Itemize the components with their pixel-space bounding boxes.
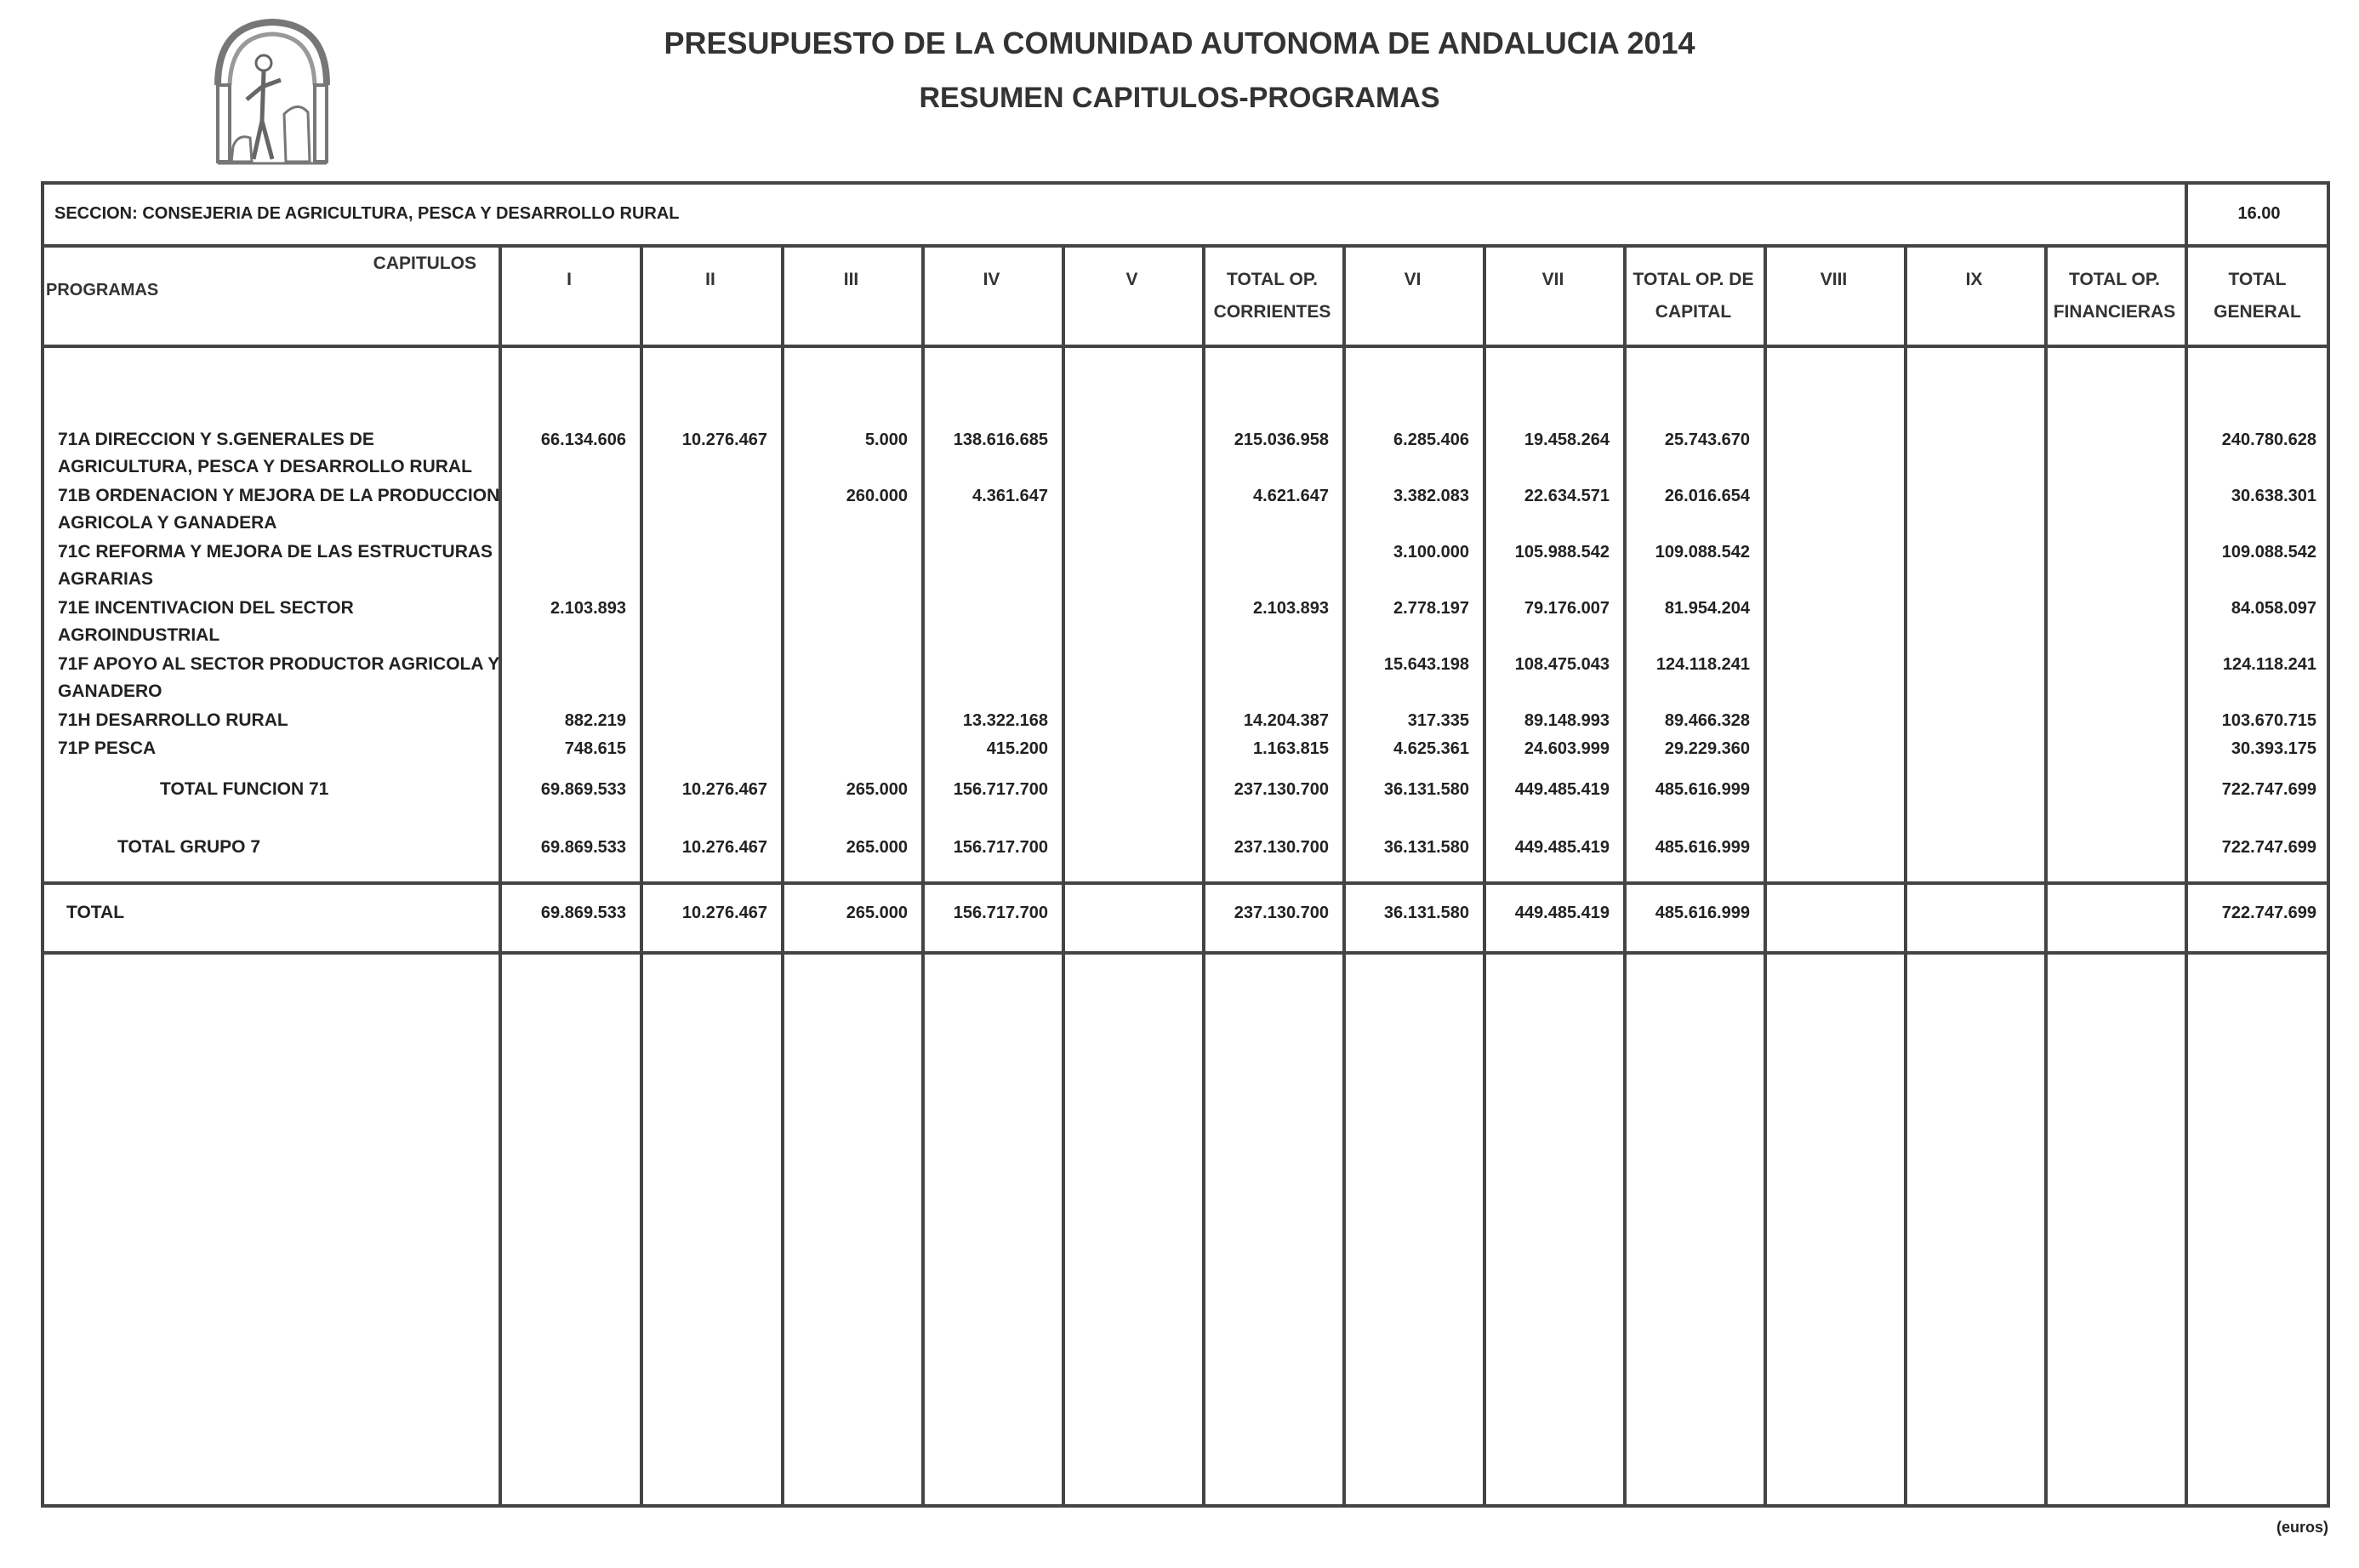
program-label: 71E INCENTIVACION DEL SECTOR: [58, 598, 354, 618]
program-value: 317.335: [1407, 711, 1469, 730]
total-funcion-value: 156.717.700: [953, 780, 1048, 799]
column-header-line: TOTAL OP. DE: [1632, 270, 1754, 289]
program-value: 138.616.685: [953, 430, 1048, 449]
column-header: [1342, 264, 1483, 296]
column-header-line: TOTAL OP.: [1227, 270, 1318, 289]
column-header: [2044, 264, 2185, 328]
total-funcion-value: 10.276.467: [681, 780, 767, 799]
budget-table-frame: [41, 181, 2330, 1508]
program-value: 124.118.241: [1655, 655, 1750, 674]
program-value: 15.643.198: [1383, 655, 1469, 674]
program-value: 19.458.264: [1524, 430, 1610, 449]
column-divider: [1904, 244, 1907, 1508]
header-programas: PROGRAMAS: [46, 281, 159, 299]
total-funcion-value: 36.131.580: [1383, 780, 1469, 799]
column-header: [1623, 264, 1764, 328]
column-header-line: IX: [1965, 270, 1983, 289]
total-value: 10.276.467: [681, 904, 767, 922]
program-value: 4.361.647: [972, 487, 1048, 505]
program-label: 71P PESCA: [58, 738, 157, 758]
program-value: 3.100.000: [1393, 543, 1469, 562]
document-title: PRESUPUESTO DE LA COMUNIDAD AUTONOMA DE ANDALUCIA 2014: [664, 26, 1695, 60]
table-divider: [44, 244, 2327, 248]
table-divider: [44, 345, 2327, 348]
program-value: 79.176.007: [1524, 599, 1610, 618]
program-value: 5.000: [864, 430, 908, 449]
column-divider: [1062, 244, 1065, 1508]
total-funcion-value: 69.869.533: [540, 780, 626, 799]
total-grupo-value: 69.869.533: [540, 838, 626, 857]
total-grupo-label: TOTAL GRUPO 7: [117, 837, 261, 857]
total-value: 69.869.533: [540, 904, 626, 922]
table-divider: [44, 881, 2327, 885]
program-value: 415.200: [986, 739, 1048, 758]
program-label: AGRICULTURA, PESCA Y DESARROLLO RURAL: [58, 457, 472, 476]
program-value: 105.988.542: [1514, 543, 1610, 562]
column-header-line: VIII: [1820, 270, 1848, 289]
column-header-line: GENERAL: [2214, 302, 2301, 322]
program-value: 66.134.606: [540, 430, 626, 449]
program-value: 103.670.715: [2221, 711, 2316, 730]
column-header: [1483, 264, 1623, 296]
program-value: 2.778.197: [1393, 599, 1469, 618]
program-value: 215.036.958: [1234, 430, 1329, 449]
program-value: 89.466.328: [1664, 711, 1750, 730]
total-funcion-label: TOTAL FUNCION 71: [160, 779, 329, 799]
column-header-line: TOTAL OP.: [2069, 270, 2160, 289]
column-header: [2185, 264, 2330, 328]
total-funcion-value: 237.130.700: [1234, 780, 1329, 799]
program-label: AGROINDUSTRIAL: [58, 625, 220, 645]
program-value: 29.229.360: [1664, 739, 1750, 758]
column-divider: [1764, 244, 1767, 1508]
column-header-line: VI: [1404, 270, 1422, 289]
section-label: SECCION: CONSEJERIA DE AGRICULTURA, PESCA Y DESARROLLO RURAL: [54, 204, 680, 223]
total-funcion-value: 722.747.699: [2221, 780, 2316, 799]
program-label: 71H DESARROLLO RURAL: [58, 710, 288, 730]
column-header: [499, 264, 640, 296]
column-header: [1764, 264, 1904, 296]
total-grupo-value: 237.130.700: [1234, 838, 1329, 857]
total-value: 36.131.580: [1383, 904, 1469, 922]
program-value: 109.088.542: [2221, 543, 2316, 562]
program-value: 22.634.571: [1524, 487, 1610, 505]
column-header-line: III: [843, 270, 859, 289]
program-value: 108.475.043: [1514, 655, 1610, 674]
total-funcion-value: 265.000: [846, 780, 908, 799]
program-value: 6.285.406: [1393, 430, 1469, 449]
program-value: 25.743.670: [1664, 430, 1750, 449]
program-value: 89.148.993: [1524, 711, 1610, 730]
program-value: 1.163.815: [1253, 739, 1329, 758]
total-value: 265.000: [846, 904, 908, 922]
column-header-line: V: [1125, 270, 1138, 289]
program-label: 71A DIRECCION Y S.GENERALES DE: [58, 430, 374, 449]
column-header-line: I: [567, 270, 572, 289]
column-header-line: CAPITAL: [1655, 302, 1732, 322]
program-value: 84.058.097: [2231, 599, 2316, 618]
program-value: 14.204.387: [1243, 711, 1329, 730]
column-header-line: VII: [1541, 270, 1564, 289]
total-value: 722.747.699: [2221, 904, 2316, 922]
program-label: 71B ORDENACION Y MEJORA DE LA PRODUCCION: [58, 486, 500, 505]
total-grupo-value: 722.747.699: [2221, 838, 2316, 857]
program-value: 748.615: [564, 739, 626, 758]
program-value: 882.219: [564, 711, 626, 730]
total-grupo-value: 449.485.419: [1514, 838, 1610, 857]
program-value: 10.276.467: [681, 430, 767, 449]
program-value: 30.393.175: [2231, 739, 2316, 758]
column-header-line: II: [705, 270, 715, 289]
total-funcion-value: 449.485.419: [1514, 780, 1610, 799]
program-value: 2.103.893: [550, 599, 626, 618]
program-value: 4.625.361: [1393, 739, 1469, 758]
program-value: 2.103.893: [1253, 599, 1329, 618]
column-header-line: CORRIENTES: [1213, 302, 1331, 322]
program-value: 4.621.647: [1253, 487, 1329, 505]
program-value: 109.088.542: [1655, 543, 1750, 562]
column-header-line: TOTAL: [2228, 270, 2287, 289]
program-value: 81.954.204: [1664, 599, 1750, 618]
currency-note: (euros): [2276, 1519, 2328, 1536]
section-code: 16.00: [2237, 204, 2281, 223]
program-value: 30.638.301: [2231, 487, 2316, 505]
program-value: 3.382.083: [1393, 487, 1469, 505]
column-header: [1202, 264, 1342, 328]
total-funcion-value: 485.616.999: [1655, 780, 1750, 799]
program-value: 24.603.999: [1524, 739, 1610, 758]
total-value: 237.130.700: [1234, 904, 1329, 922]
column-header: [1904, 264, 2044, 296]
total-grupo-value: 156.717.700: [953, 838, 1048, 857]
column-header: [1062, 264, 1202, 296]
column-divider: [2044, 244, 2048, 1508]
total-value: 156.717.700: [953, 904, 1048, 922]
header-capitulos: CAPITULOS: [373, 254, 476, 273]
column-header: [781, 264, 921, 296]
table-divider: [44, 951, 2327, 955]
total-grupo-value: 10.276.467: [681, 838, 767, 857]
program-label: AGRARIAS: [58, 569, 154, 589]
total-label: TOTAL: [66, 903, 125, 922]
program-value: 26.016.654: [1664, 487, 1750, 505]
program-label: 71C REFORMA Y MEJORA DE LAS ESTRUCTURAS: [58, 542, 493, 562]
total-grupo-value: 485.616.999: [1655, 838, 1750, 857]
column-header-line: FINANCIERAS: [2053, 302, 2176, 322]
column-header-line: IV: [983, 270, 1000, 289]
total-grupo-value: 265.000: [846, 838, 908, 857]
total-value: 449.485.419: [1514, 904, 1610, 922]
program-value: 124.118.241: [2222, 655, 2316, 674]
total-grupo-value: 36.131.580: [1383, 838, 1469, 857]
program-label: GANADERO: [58, 681, 162, 701]
program-label: 71F APOYO AL SECTOR PRODUCTOR AGRICOLA Y: [58, 654, 500, 674]
program-value: 240.780.628: [2221, 430, 2316, 449]
column-header: [921, 264, 1062, 296]
program-label: AGRICOLA Y GANADERA: [58, 513, 277, 533]
column-header: [640, 264, 781, 296]
total-value: 485.616.999: [1655, 904, 1750, 922]
program-value: 13.322.168: [962, 711, 1048, 730]
program-value: 260.000: [846, 487, 908, 505]
document-subtitle: RESUMEN CAPITULOS-PROGRAMAS: [919, 82, 1440, 114]
